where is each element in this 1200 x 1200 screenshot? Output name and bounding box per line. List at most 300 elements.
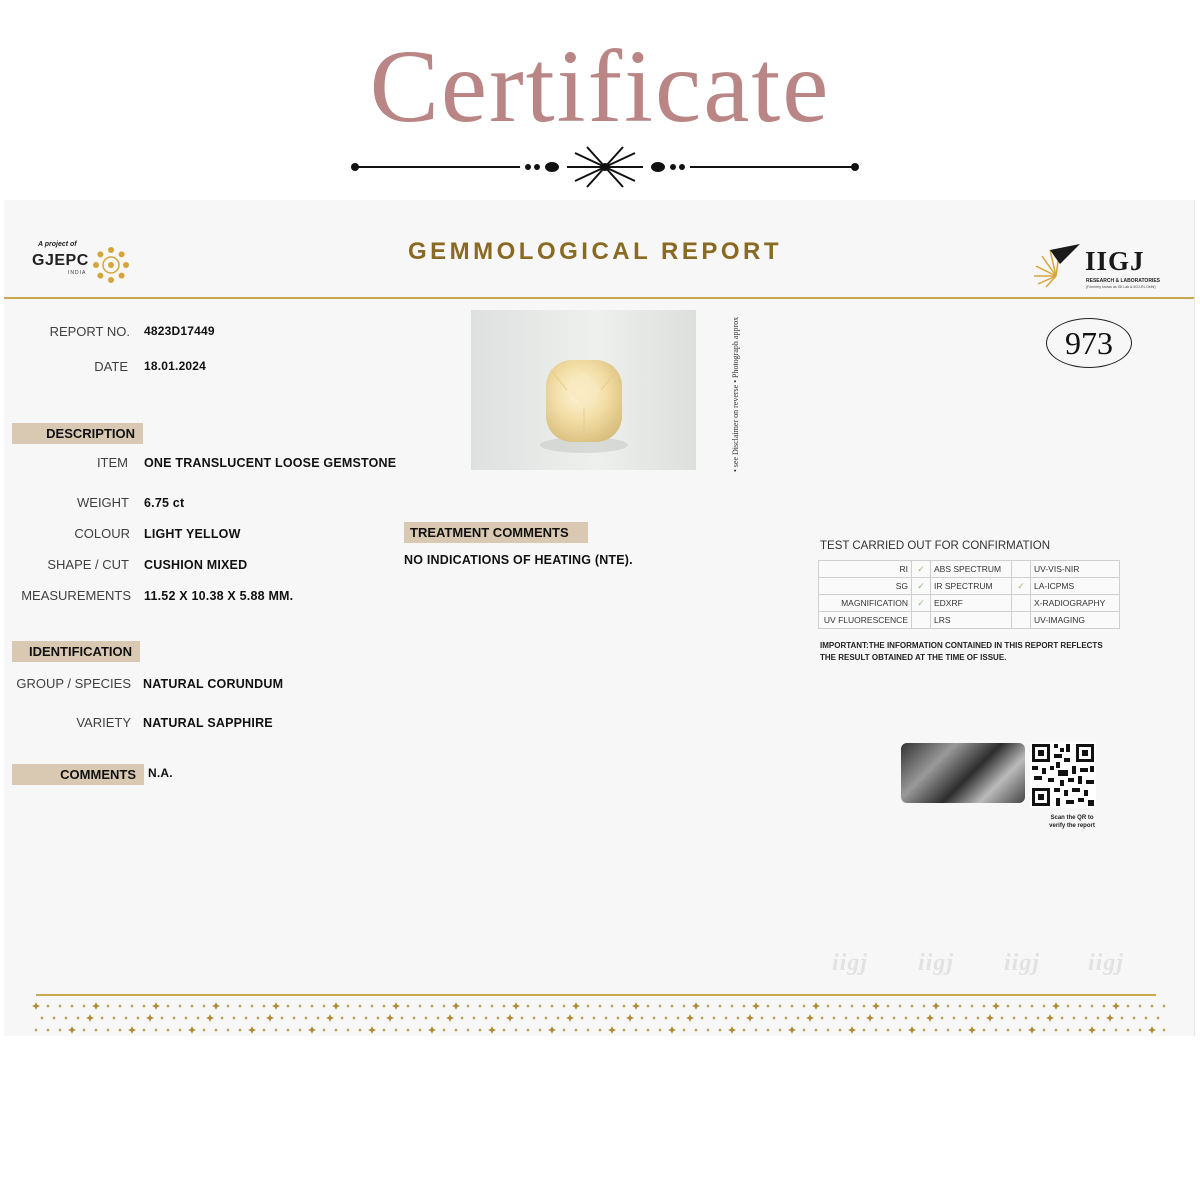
date-label: DATE — [94, 359, 128, 374]
star-icon — [446, 1014, 454, 1022]
star-icon — [1162, 1004, 1166, 1008]
star-icon — [188, 1026, 196, 1034]
star-icon — [326, 1014, 334, 1022]
star-icon — [352, 1016, 356, 1020]
star-icon — [1036, 1016, 1040, 1020]
star-icon — [982, 1028, 986, 1032]
star-icon — [190, 1004, 194, 1008]
star-icon — [466, 1028, 470, 1032]
star-icon — [58, 1028, 62, 1032]
table-row — [819, 578, 1120, 595]
star-icon — [994, 1028, 998, 1032]
watermark-logo: iigj — [1004, 950, 1041, 976]
star-icon — [932, 1002, 940, 1010]
star-icon — [532, 1016, 536, 1020]
star-icon — [106, 1004, 110, 1008]
gjepc-sun-logo-icon — [92, 246, 130, 284]
star-icon — [566, 1014, 574, 1022]
star-icon — [1156, 1016, 1160, 1020]
star-icon — [964, 1016, 968, 1020]
star-icon — [298, 1028, 302, 1032]
test-name: UV-VIS-NIR — [1031, 561, 1120, 578]
star-icon — [778, 1028, 782, 1032]
star-icon — [538, 1004, 542, 1008]
star-icon — [968, 1026, 976, 1034]
star-icon — [94, 1028, 98, 1032]
test-name: MAGNIFICATION — [819, 595, 912, 612]
star-icon — [1138, 1028, 1142, 1032]
star-icon — [112, 1016, 116, 1020]
star-icon — [1144, 1016, 1148, 1020]
star-icon — [796, 1016, 800, 1020]
star-icon — [196, 1016, 200, 1020]
star-icon — [502, 1028, 506, 1032]
star-icon — [718, 1028, 722, 1032]
star-icon — [838, 1028, 842, 1032]
star-icon — [622, 1028, 626, 1032]
star-icon — [1150, 1004, 1154, 1008]
ornament-divider-icon — [345, 145, 865, 189]
star-icon — [226, 1028, 230, 1032]
star-icon — [442, 1004, 446, 1008]
star-icon — [1120, 1016, 1124, 1020]
test-name: IR SPECTRUM — [931, 578, 1012, 595]
star-icon — [802, 1028, 806, 1032]
star-icon — [82, 1028, 86, 1032]
star-icon — [742, 1028, 746, 1032]
tests-table — [818, 560, 1120, 629]
variety-label: VARIETY — [76, 715, 131, 730]
star-icon — [358, 1028, 362, 1032]
star-icon — [574, 1028, 578, 1032]
star-icon — [488, 1026, 496, 1034]
disclaimer-text: • see Disclaimer on reverse • Photograph approx — [731, 316, 740, 472]
star-icon — [778, 1004, 782, 1008]
iigj-logo-text: IIGJ — [1085, 246, 1145, 276]
test-name: LRS — [931, 612, 1012, 629]
star-icon — [418, 1028, 422, 1032]
weight-label: WEIGHT — [77, 495, 129, 510]
star-icon — [280, 1016, 284, 1020]
star-icon — [244, 1016, 248, 1020]
star-icon — [634, 1028, 638, 1032]
star-icon — [658, 1028, 662, 1032]
group-species-label: GROUP / SPECIES — [16, 676, 131, 691]
star-icon — [1072, 1016, 1076, 1020]
shape-cut-label: SHAPE / CUT — [47, 557, 129, 572]
star-icon — [526, 1004, 530, 1008]
star-icon — [844, 1016, 848, 1020]
star-icon — [880, 1016, 884, 1020]
star-icon — [40, 1016, 44, 1020]
star-icon — [1018, 1028, 1022, 1032]
gemstone-image — [471, 310, 696, 470]
star-icon — [238, 1004, 242, 1008]
qr-code-icon[interactable] — [1030, 742, 1096, 808]
star-icon — [428, 1026, 436, 1034]
star-icon — [146, 1014, 154, 1022]
star-icon — [788, 1026, 796, 1034]
star-icon — [1052, 1002, 1060, 1010]
star-icon — [664, 1016, 668, 1020]
table-row — [819, 595, 1120, 612]
star-icon — [538, 1028, 542, 1032]
star-icon — [334, 1028, 338, 1032]
star-icon — [806, 1014, 814, 1022]
star-icon — [292, 1016, 296, 1020]
star-icon — [940, 1016, 944, 1020]
star-icon — [826, 1028, 830, 1032]
qr-caption-line: verify the report — [1049, 823, 1095, 829]
star-icon — [676, 1016, 680, 1020]
star-icon — [118, 1004, 122, 1008]
check-icon — [912, 612, 931, 629]
star-icon — [1000, 1016, 1004, 1020]
star-icon — [466, 1004, 470, 1008]
measurements-label: MEASUREMENTS — [21, 588, 131, 603]
star-icon — [1102, 1004, 1106, 1008]
important-label: IMPORTANT: — [820, 641, 869, 650]
star-icon — [394, 1028, 398, 1032]
star-icon — [754, 1028, 758, 1032]
star-icon — [506, 1014, 514, 1022]
star-icon — [1018, 1004, 1022, 1008]
star-icon — [682, 1004, 686, 1008]
star-icon — [1114, 1028, 1118, 1032]
star-icon — [1084, 1016, 1088, 1020]
star-icon — [1096, 1016, 1100, 1020]
star-icon — [118, 1028, 122, 1032]
star-icon — [548, 1026, 556, 1034]
star-icon — [616, 1016, 620, 1020]
star-icon — [152, 1002, 160, 1010]
star-icon — [1102, 1028, 1106, 1032]
star-icon — [814, 1028, 818, 1032]
star-icon — [686, 1014, 694, 1022]
star-icon — [724, 1016, 728, 1020]
star-icon — [958, 1004, 962, 1008]
star-icon — [610, 1004, 614, 1008]
star-icon — [862, 1028, 866, 1032]
treatment-value: NO INDICATIONS OF HEATING (NTE). — [404, 553, 633, 567]
star-icon — [256, 1016, 260, 1020]
star-icon — [340, 1016, 344, 1020]
star-icon — [862, 1004, 866, 1008]
star-icon — [1078, 1004, 1082, 1008]
check-icon: ✓ — [912, 595, 931, 612]
star-icon — [472, 1016, 476, 1020]
star-icon — [238, 1028, 242, 1032]
star-icon — [544, 1016, 548, 1020]
star-icon — [802, 1004, 806, 1008]
star-icon — [346, 1004, 350, 1008]
star-icon — [392, 1002, 400, 1010]
comments-heading: COMMENTS — [12, 764, 144, 785]
star-icon — [752, 1002, 760, 1010]
test-name: UV FLUORESCENCE — [819, 612, 912, 629]
star-icon — [958, 1028, 962, 1032]
star-icon — [1066, 1004, 1070, 1008]
treatment-heading: TREATMENT COMMENTS — [404, 522, 588, 543]
star-icon — [128, 1026, 136, 1034]
star-icon — [178, 1028, 182, 1032]
iigj-logo-sub2: (Formerly known as GII Lab & IIGJ-RL Delhi) — [1086, 285, 1156, 289]
measurements-value: 11.52 X 10.38 X 5.88 MM. — [144, 589, 294, 603]
important-text: THE INFORMATION CONTAINED IN THIS REPORT REFLECTS THE RESULT OBTAINED AT THE TIME OF ISSUE. — [820, 641, 1103, 662]
star-icon — [622, 1004, 626, 1008]
star-icon — [670, 1004, 674, 1008]
star-icon — [1054, 1028, 1058, 1032]
star-icon — [970, 1004, 974, 1008]
check-icon: ✓ — [1012, 578, 1031, 595]
star-icon — [1112, 1002, 1120, 1010]
star-icon — [478, 1004, 482, 1008]
qr-caption-line: Scan the QR to — [1050, 815, 1094, 821]
watermark-logo: iigj — [1088, 950, 1125, 976]
star-icon — [430, 1004, 434, 1008]
star-icon — [898, 1004, 902, 1008]
star-icon — [562, 1004, 566, 1008]
star-icon — [892, 1016, 896, 1020]
star-icon — [178, 1004, 182, 1008]
watermark-logo: iigj — [832, 950, 869, 976]
star-icon — [1028, 1026, 1036, 1034]
star-icon — [308, 1026, 316, 1034]
group-species-value: NATURAL CORUNDUM — [143, 677, 284, 691]
star-icon — [580, 1016, 584, 1020]
star-icon — [286, 1028, 290, 1032]
star-icon — [1042, 1028, 1046, 1032]
star-icon — [736, 1016, 740, 1020]
star-icon — [922, 1028, 926, 1032]
star-icon — [316, 1016, 320, 1020]
star-icon — [206, 1014, 214, 1022]
star-icon — [382, 1004, 386, 1008]
star-icon — [1078, 1028, 1082, 1032]
star-icon — [226, 1004, 230, 1008]
star-icon — [272, 1002, 280, 1010]
star-icon — [700, 1016, 704, 1020]
important-note — [820, 640, 1120, 664]
star-icon — [1024, 1016, 1028, 1020]
star-icon — [904, 1016, 908, 1020]
star-icon — [926, 1014, 934, 1022]
star-icon — [898, 1028, 902, 1032]
star-icon — [82, 1004, 86, 1008]
star-icon — [608, 1026, 616, 1034]
star-icon — [952, 1016, 956, 1020]
star-icon — [820, 1016, 824, 1020]
star-icon — [856, 1016, 860, 1020]
report-title: GEMMOLOGICAL REPORT — [407, 238, 783, 265]
star-icon — [1126, 1004, 1130, 1008]
report-no-label: REPORT NO. — [49, 324, 130, 339]
star-icon — [922, 1004, 926, 1008]
star-icon — [76, 1016, 80, 1020]
star-icon — [514, 1028, 518, 1032]
star-icon — [214, 1028, 218, 1032]
star-icon — [436, 1016, 440, 1020]
star-icon — [400, 1016, 404, 1020]
identification-heading: IDENTIFICATION — [12, 641, 140, 662]
star-icon — [160, 1016, 164, 1020]
gemstone-photo — [471, 310, 696, 470]
star-icon — [34, 1028, 38, 1032]
footer-divider — [36, 994, 1156, 996]
star-icon — [668, 1026, 676, 1034]
report-badge-number: 973 — [1046, 318, 1132, 368]
star-icon — [406, 1028, 410, 1032]
star-icon — [812, 1002, 820, 1010]
qr-caption — [1034, 814, 1110, 830]
star-icon — [220, 1016, 224, 1020]
star-icon — [886, 1028, 890, 1032]
star-icon — [946, 1028, 950, 1032]
test-name: RI — [819, 561, 912, 578]
star-icon — [154, 1028, 158, 1032]
star-icon — [760, 1016, 764, 1020]
star-icon — [886, 1004, 890, 1008]
gjepc-tagline: A project of — [38, 241, 77, 248]
star-icon — [100, 1016, 104, 1020]
disclaimer-vertical-note — [728, 312, 742, 472]
star-icon — [512, 1002, 520, 1010]
item-value: ONE TRANSLUCENT LOOSE GEMSTONE — [144, 456, 397, 470]
star-icon — [262, 1028, 266, 1032]
description-heading: DESCRIPTION — [12, 423, 143, 444]
star-icon — [586, 1004, 590, 1008]
star-icon — [202, 1028, 206, 1032]
star-icon — [728, 1026, 736, 1034]
star-icon — [526, 1028, 530, 1032]
star-icon — [1042, 1004, 1046, 1008]
star-icon — [332, 1002, 340, 1010]
star-icon — [106, 1028, 110, 1032]
star-icon — [1006, 1004, 1010, 1008]
star-icon — [266, 1014, 274, 1022]
star-icon — [274, 1028, 278, 1032]
star-icon — [1090, 1004, 1094, 1008]
star-icon — [130, 1004, 134, 1008]
star-icon — [310, 1004, 314, 1008]
star-icon — [848, 1026, 856, 1034]
star-icon — [52, 1016, 56, 1020]
star-icon — [202, 1004, 206, 1008]
star-icon — [1030, 1004, 1034, 1008]
star-icon — [742, 1004, 746, 1008]
star-icon — [866, 1014, 874, 1022]
star-icon — [454, 1028, 458, 1032]
star-icon — [646, 1004, 650, 1008]
star-icon — [376, 1016, 380, 1020]
colour-label: COLOUR — [74, 526, 130, 541]
star-icon — [184, 1016, 188, 1020]
star-icon — [646, 1028, 650, 1032]
star-icon — [766, 1028, 770, 1032]
iigj-logo-sub: RESEARCH & LABORATORIES — [1086, 278, 1160, 284]
star-icon — [460, 1016, 464, 1020]
test-name: ABS SPECTRUM — [931, 561, 1012, 578]
star-icon — [706, 1028, 710, 1032]
star-icon — [452, 1002, 460, 1010]
test-name: SG — [819, 578, 912, 595]
star-icon — [304, 1016, 308, 1020]
star-icon — [322, 1004, 326, 1008]
star-icon — [166, 1028, 170, 1032]
star-icon — [68, 1026, 76, 1034]
star-icon — [556, 1016, 560, 1020]
star-icon — [790, 1004, 794, 1008]
star-icon — [850, 1004, 854, 1008]
star-icon — [386, 1014, 394, 1022]
star-icon — [598, 1004, 602, 1008]
star-icon — [976, 1016, 980, 1020]
star-icon — [232, 1016, 236, 1020]
star-icon — [706, 1004, 710, 1008]
star-icon — [212, 1002, 220, 1010]
star-icon — [364, 1016, 368, 1020]
star-icon — [172, 1016, 176, 1020]
table-row — [819, 561, 1120, 578]
star-icon — [658, 1004, 662, 1008]
star-icon — [166, 1004, 170, 1008]
star-icon — [46, 1004, 50, 1008]
test-name: EDXRF — [931, 595, 1012, 612]
star-icon — [64, 1016, 68, 1020]
star-icon — [298, 1004, 302, 1008]
gjepc-logo-sub: INDIA — [68, 270, 87, 276]
star-icon — [550, 1004, 554, 1008]
star-icon — [1006, 1028, 1010, 1032]
star-icon — [562, 1028, 566, 1032]
star-icon — [692, 1002, 700, 1010]
star-icon — [92, 1002, 100, 1010]
star-icon — [1012, 1016, 1016, 1020]
star-icon — [572, 1002, 580, 1010]
star-icon — [370, 1004, 374, 1008]
star-icon — [286, 1004, 290, 1008]
star-icon — [484, 1016, 488, 1020]
star-icon — [490, 1004, 494, 1008]
star-icon — [604, 1016, 608, 1020]
check-icon: ✓ — [912, 561, 931, 578]
star-icon — [1138, 1004, 1142, 1008]
star-icon — [1088, 1026, 1096, 1034]
weight-value: 6.75 ct — [144, 496, 185, 510]
check-icon — [1012, 612, 1031, 629]
star-icon — [874, 1028, 878, 1032]
star-icon — [916, 1016, 920, 1020]
star-icon — [992, 1002, 1000, 1010]
star-icon — [1148, 1026, 1156, 1034]
star-icon — [682, 1028, 686, 1032]
gjepc-logo-text: GJEPC — [32, 252, 89, 269]
star-icon — [358, 1004, 362, 1008]
star-icon — [520, 1016, 524, 1020]
star-icon — [70, 1004, 74, 1008]
tests-title: TEST CARRIED OUT FOR CONFIRMATION — [820, 540, 1051, 552]
test-name: X-RADIOGRAPHY — [1031, 595, 1120, 612]
star-icon — [986, 1014, 994, 1022]
star-icon — [652, 1016, 656, 1020]
star-icon — [86, 1014, 94, 1022]
star-icon — [694, 1028, 698, 1032]
date-value: 18.01.2024 — [144, 359, 207, 373]
star-icon — [1106, 1014, 1114, 1022]
star-icon — [412, 1016, 416, 1020]
star-icon — [368, 1026, 376, 1034]
variety-value: NATURAL SAPPHIRE — [143, 716, 273, 730]
